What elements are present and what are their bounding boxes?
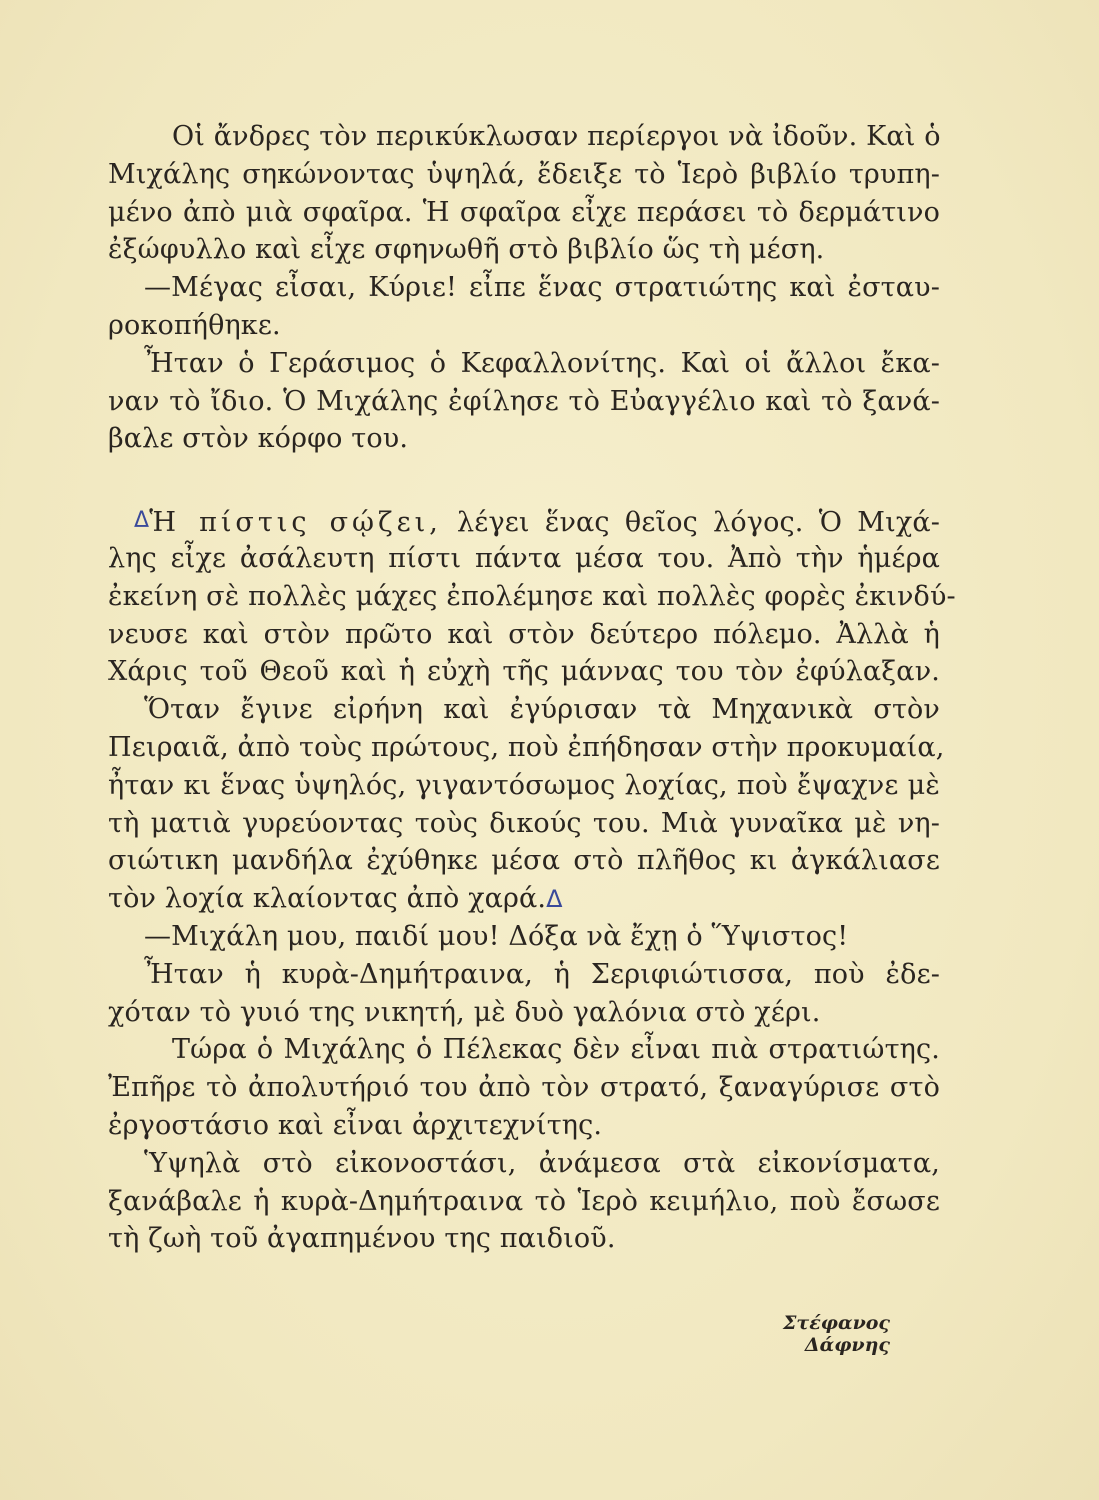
text-line: τὴ ζωὴ τοῦ ἀγαπημένου της παιδιοῦ.	[108, 1223, 616, 1255]
text-line: Πειραιᾶ, ἀπὸ τοὺς πρώτους, ποὺ ἐπήδησαν στὴν προκυμαία,	[108, 731, 945, 763]
text-line: σιώτικη μανδήλα ἐχύθηκε μέσα στὸ πλῆθος κι ἀγκάλιασε	[108, 845, 940, 877]
text-line: ροκοπήθηκε.	[108, 309, 281, 341]
text-line: Ὅταν ἔγινε εἰρήνη καὶ ἐγύρισαν τὰ Μηχανικὰ στὸν	[144, 694, 940, 726]
body-text	[108, 118, 956, 1258]
text-line: ἦταν κι ἕνας ὑψηλός, γιγαντόσωμος λοχίας, ποὺ ἔψαχνε μὲ	[108, 769, 940, 801]
text-span: λέγει ἕνας θεῖος λόγος. Ὁ Μιχά-	[441, 507, 940, 539]
text-line: ἐκείνη σὲ πολλὲς μάχες ἐπολέμησε καὶ πολλὲς φορὲς ἐκινδύ-	[108, 580, 956, 612]
text-line: νευσε καὶ στὸν πρῶτο καὶ στὸν δεύτερο πόλεμο. Ἀλλὰ ἡ	[108, 618, 940, 650]
text-line: χόταν τὸ γυιό της νικητή, μὲ δυὸ γαλόνια στὸ χέρι.	[108, 996, 821, 1028]
emphasized-phrase: Ἡ πίστις σῴζει,	[149, 507, 442, 539]
text-line: βαλε στὸν κόρφο του.	[108, 423, 409, 455]
text-line: Τώρα ὁ Μιχάλης ὁ Πέλεκας δὲν εἶναι πιὰ στρατιώτης.	[172, 1034, 940, 1066]
text-line: ναν τὸ ἴδιο. Ὁ Μιχάλης ἐφίλησε τὸ Εὐαγγέλιο καὶ τὸ ξανά-	[108, 385, 940, 417]
editor-mark: Δ	[134, 508, 150, 534]
text-line	[108, 502, 940, 540]
text-line: ἐργοστάσιο καὶ εἶναι ἀρχιτεχνίτης.	[108, 1109, 603, 1141]
text-line: ἐξώφυλλο καὶ εἶχε σφηνωθῆ στὸ βιβλίο ὥς τὴ μέση.	[108, 234, 825, 266]
text-line: Ἦταν ἡ κυρὰ-Δημήτραινα, ἡ Σεριφιώτισσα, ποὺ ἐδε-	[144, 958, 940, 990]
editor-mark: Δ	[546, 885, 563, 914]
text-line: Χάρις τοῦ Θεοῦ καὶ ἡ εὐχὴ τῆς μάννας του τὸν ἐφύλαξαν.	[108, 656, 940, 688]
text-line	[108, 880, 940, 918]
text-span: τὸν λοχία κλαίοντας ἀπὸ χαρά.	[108, 883, 547, 915]
text-line: Ἐπῆρε τὸ ἀπολυτήριό του ἀπὸ τὸν στρατό, ξαναγύρισε στὸ	[108, 1072, 940, 1104]
text-line: —Μιχάλη μου, παιδί μου! Δόξα νὰ ἔχῃ ὁ Ὕψιστος!	[144, 920, 849, 952]
paragraph-gap	[108, 458, 940, 502]
text-line: ξανάβαλε ἡ κυρὰ-Δημήτραινα τὸ Ἱερὸ κειμήλιο, ποὺ ἔσωσε	[108, 1185, 940, 1217]
author-signature: Στέφανος Δάφνης	[782, 1312, 890, 1356]
text-line: Ὑψηλὰ στὸ εἰκονοστάσι, ἀνάμεσα στὰ εἰκονίσματα,	[144, 1147, 940, 1179]
text-line: Μιχάλης σηκώνοντας ὑψηλά, ἔδειξε τὸ Ἱερὸ βιβλίο τρυπη-	[108, 158, 940, 190]
text-line: —Μέγας εἶσαι, Κύριε! εἶπε ἕνας στρατιώτης καὶ ἐσταυ-	[144, 272, 940, 304]
text-line: Ἦταν ὁ Γεράσιμος ὁ Κεφαλλονίτης. Καὶ οἱ ἄλλοι ἔκα-	[144, 347, 940, 379]
text-line: μένο ἀπὸ μιὰ σφαῖρα. Ἡ σφαῖρα εἶχε περάσει τὸ δερμάτινο	[108, 196, 940, 228]
text-line: λης εἶχε ἀσάλευτη πίστι πάντα μέσα του. Ἀπὸ τὴν ἡμέρα	[108, 542, 940, 574]
text-line: Οἱ ἄνδρες τὸν περικύκλωσαν περίεργοι νὰ ἰδοῦν. Καὶ ὁ	[172, 121, 941, 152]
text-line: τὴ ματιὰ γυρεύοντας τοὺς δικούς του. Μιὰ γυναῖκα μὲ νη-	[108, 807, 940, 839]
